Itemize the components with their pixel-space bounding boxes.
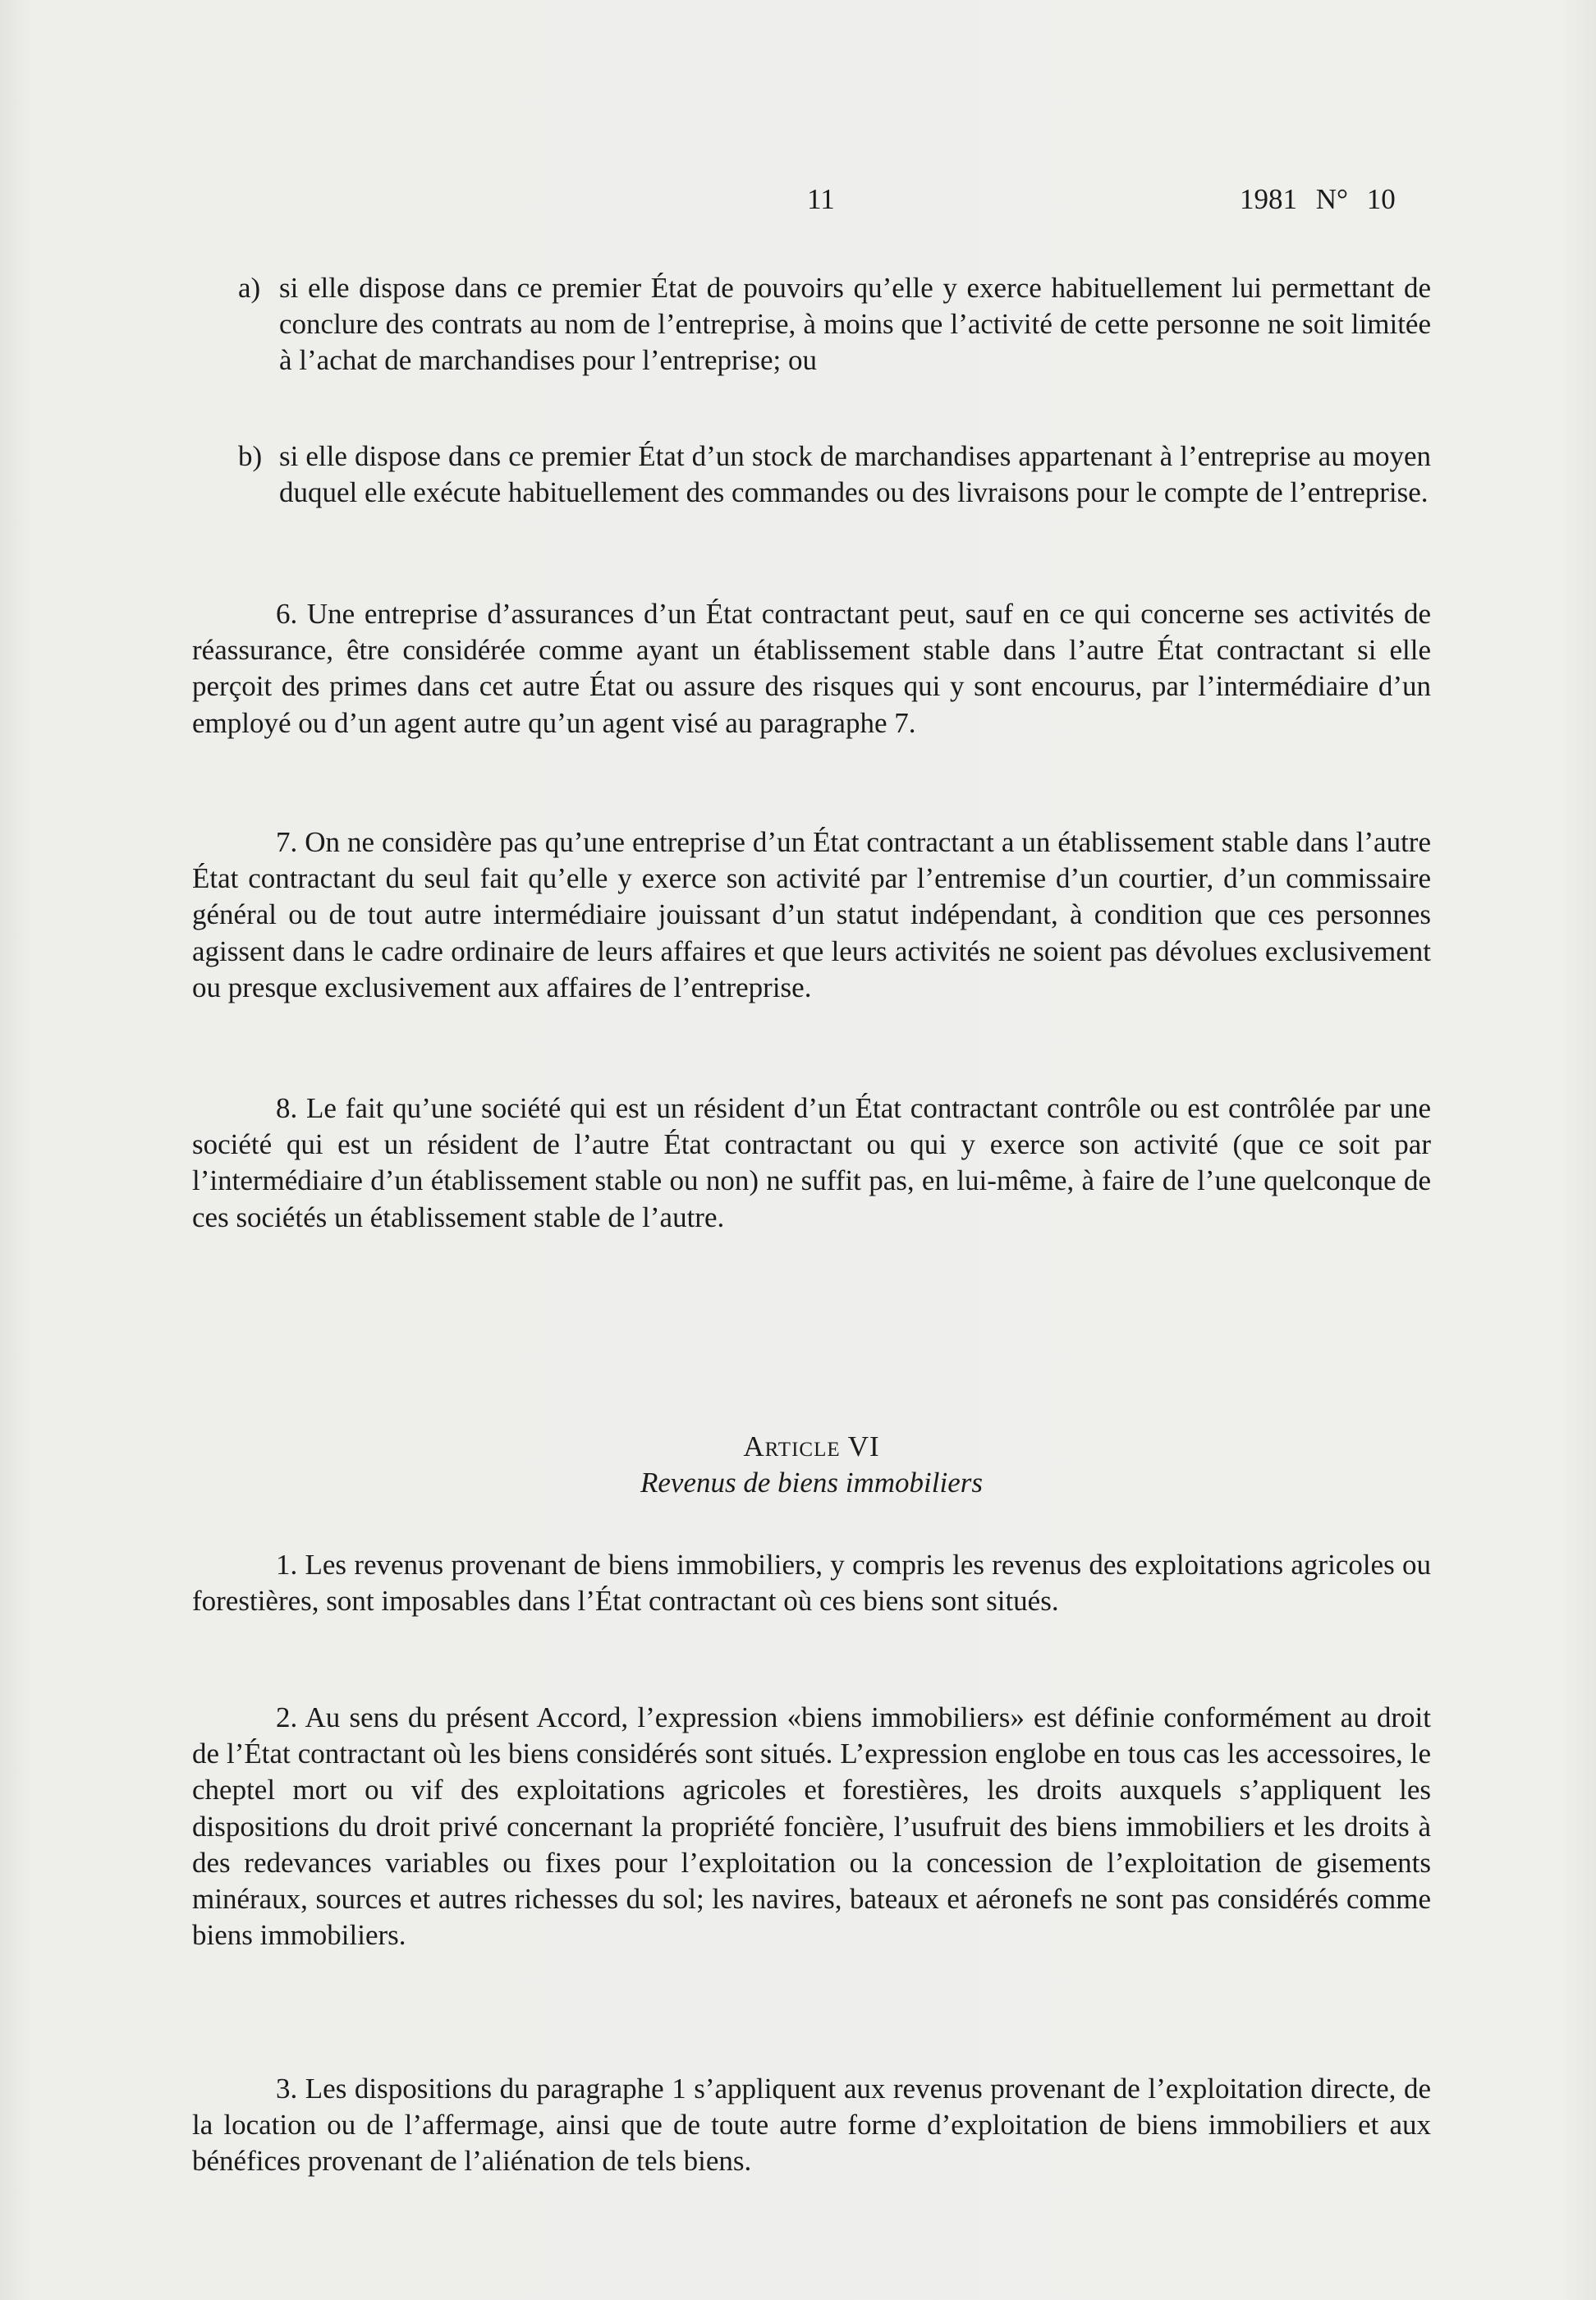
list-marker-b: b) — [238, 440, 263, 472]
article-heading: Article VI — [743, 1430, 880, 1462]
document-reference: 1981 N° 10 — [1240, 183, 1396, 215]
page-header — [0, 181, 1596, 223]
list-marker-a: a) — [238, 272, 261, 304]
paragraph-8: 8. Le fait qu’une société qui est un résident d’un État contractant contrôle ou est contrôlée par une société qui est un résident de l’autre État contractant ou qui y exerce son activité (que ce soit par l’intermédiaire d’un établissement stable ou non) ne suffit pas, en lui-même, à faire de l’une quelconque de ces sociétés un établissement stable de l’autre. — [192, 1092, 1431, 1233]
list-item-a: si elle dispose dans ce premier État de pouvoirs qu’elle y exerce habituellement lui permettant de conclure des contrats au nom de l’entreprise, à moins que l’activité de cette personne ne soit limitée à l’achat de marchandises pour l’entreprise; ou — [279, 272, 1431, 377]
list-item-b: si elle dispose dans ce premier État d’un stock de marchandises appartenant à l’entreprise au moyen duquel elle exécute habituellement des commandes ou des livraisons pour le compte de l’entreprise. — [279, 440, 1431, 509]
page-number: 11 — [807, 183, 835, 215]
paragraph-6: 6. Une entreprise d’assurances d’un État contractant peut, sauf en ce qui concerne ses activités de réassurance, être considérée comme ayant un établissement stable dans l’autre État contractant si elle perçoit des primes dans cet autre État ou assure des risques qui y sont encourus, par l’intermédiaire d’un employé ou d’un agent autre qu’un agent visé au paragraphe 7. — [192, 598, 1431, 739]
article-subheading: Revenus de biens immobiliers — [640, 1467, 983, 1499]
article-paragraph-2: 2. Au sens du présent Accord, l’expression «biens immobiliers» est définie conformément au droit de l’État contractant où les biens considérés sont situés. L’expression englobe en tous cas les accessoires, le cheptel mort ou vif des exploitations agricoles et forestières, les droits auxquels s’appliquent les dispositions du droit privé concernant la propriété foncière, l’usufruit des biens immobiliers et les droits à des redevances variables ou fixes pour l’exploitation ou la concession de l’exploitation de gisements minéraux, sources et autres richesses du sol; les navires, bateaux et aéronefs ne sont pas considérés comme biens immobiliers. — [192, 1701, 1431, 1952]
article-paragraph-3: 3. Les dispositions du paragraphe 1 s’appliquent aux revenus provenant de l’exploitation directe, de la location ou de l’affermage, ainsi que de toute autre forme d’exploitation de biens immobiliers et aux bénéfices provenant de l’aliénation de tels biens. — [192, 2073, 1431, 2178]
paragraph-7: 7. On ne considère pas qu’une entreprise d’un État contractant a un établissement stable dans l’autre État contractant du seul fait qu’elle y exerce son activité par l’entremise d’un courtier, d’un commissaire général ou de tout autre intermédiaire jouissant d’un statut indépendant, à condition que ces personnes agissent dans le cadre ordinaire de leurs affaires et que leurs activités ne soient pas dévolues exclusivement ou presque exclusivement aux affaires de l’entreprise. — [192, 826, 1431, 1003]
article-paragraph-1: 1. Les revenus provenant de biens immobiliers, y compris les revenus des exploitations agricoles ou forestières, sont imposables dans l’État contractant où ces biens sont situés. — [192, 1549, 1431, 1618]
